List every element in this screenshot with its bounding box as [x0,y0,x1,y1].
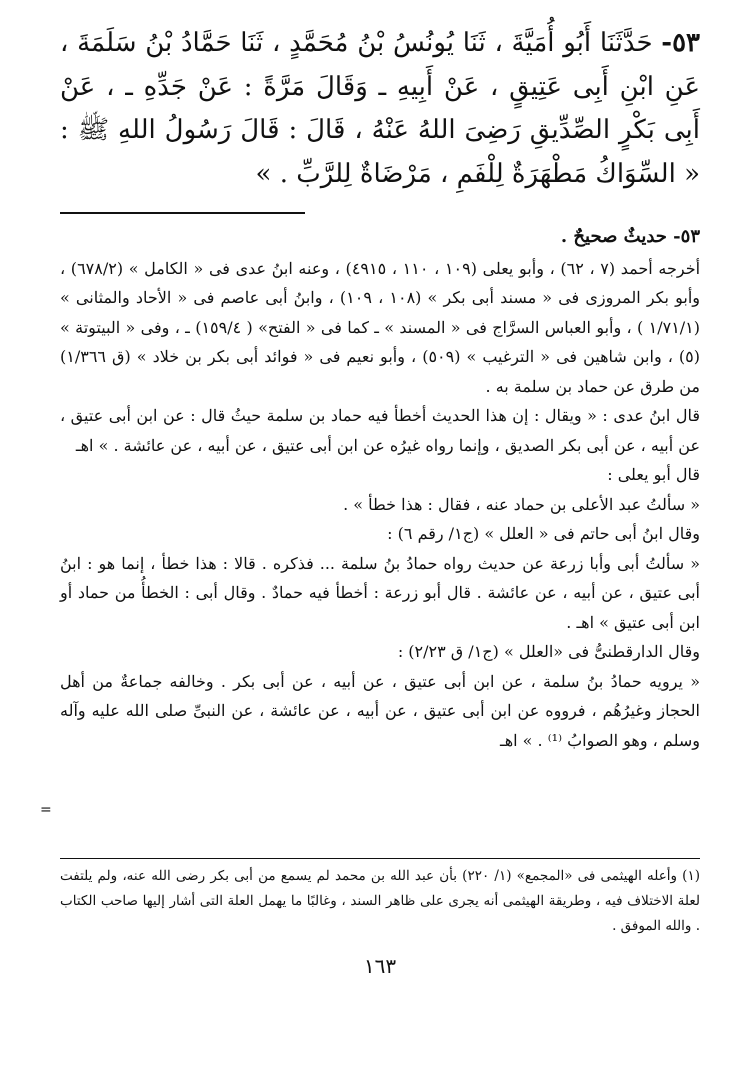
takhrij-paragraph-sources: أخرجه أحمد (٧ ، ٦٢) ، وأبو يعلى (١٠٩ ، ١١٠ ، ٤٩١٥) ، وعنه ابنُ عدى فى « الكامل » (٦٧٨/٢) ، وأبو بكر المروزى فى « مسند أبى بكر » (١٠٨ ، ١٠٩) ، وابنُ أبى عاصم فى « الأحاد والمثانى » (١/٧١/١ ) ، وأبو العباس السرَّاج فى « المسند » ـ كما فى « الفتح» ( ١٥٩/٤) ـ ، وفى « البيتوتة » (٥) ، وابن شاهين فى « الترغيب » (٥٠٩) ، وأبو نعيم فى « فوائد أبى بكر بن خلاد » (ق ١/٣٦٦) من طرق عن حماد بن سلمة به . [60,258,701,396]
page-number: ١٦٣ [363,954,397,978]
footnote [60,864,700,939]
takhrij-section [60,222,700,755]
takhrij-paragraph-ibn-abi-hatim: وقال ابنُ أبى حاتم فى « العلل » (ج١/ رقم ٦) : [387,524,700,543]
margin-mark: = [40,802,52,818]
takhrij-quote-abu-yala: « سألتُ عبد الأعلى بن حماد عنه ، فقال : هذا خطأ » . [343,494,700,514]
takhrij-quote-ibn-abi-hatim: « سألتُ أبى وأبا زرعة عن حديث رواه حمادُ بنُ سلمة ... فذكره . قالا : هذا خطأ ، إنما هو : ابنُ أبى عتيق ، عن أبيه ، عن عائشة . قال أبو زرعة : أخطأ فيه حمادٌ . وقال أبى : الخطأُ من حماد أو ابن أبى عتيق » اهـ . [60,553,701,632]
hadith-number: ٥٣- [661,28,701,58]
footnote-text: (١) وأعله الهيثمى فى «المجمع» (١/ ٢٢٠) بأن عبد الله بن محمد لم يسمع من أبى بكر رضى الله عنه، ولم يلتفت لعلة الاختلاف فيه ، وطريقة الهيثمى أنه يجرى على ظاهر السند ، وغالبًا ما يهمل العلة التى أشار إليها صاحب الكتاب . والله الموفق . [60,868,700,934]
takhrij-quote-daraqutni: « يرويه حمادُ بنُ سلمة ، عن ابن أبى عتيق ، عن أبيه ، عن أبى بكر . وخالفه جماعةٌ من أهل الحجاز وغيرُهُم ، فرووه عن ابن أبى عتيق ، عن أبيه ، عن عائشة ، عن النبىِّ صلى الله عليه وآله وسلم ، وهو الصوابُ ⁽¹⁾ . » اهـ [60,671,701,750]
takhrij-paragraph-ibn-adi: قال ابنُ عدى : « ويقال : إن هذا الحديث أخطأ فيه حماد بن سلمة حيثُ قال : عن ابن أبى عتيق ، عن أبيه ، عن أبى بكر الصديق ، وإنما رواه غيرُه عن ابن أبى عتيق ، عن أبيه ، عن عائشة . » اهـ [60,406,700,455]
takhrij-heading: ٥٣- حديثٌ صحيحٌ . [560,226,700,247]
hadith-text: حَدَّثَنَا أَبُو أُمَيَّةَ ، ثَنَا يُونُسُ بْنُ مُحَمَّدٍ ، ثَنَا حَمَّادُ بْنُ سَلَمَةَ ، عَنِ ابْنِ أَبِى عَتِيقٍ ، عَنْ أَبِيهِ ـ وَقَالَ مَرَّةً : عَنْ جَدِّهِ ـ ، عَنْ أَبِى بَكْرٍ الصِّدِّيقِ رَضِىَ اللهُ عَنْهُ ، قَالَ : قَالَ رَسُولُ اللهِ ﷺ : « السِّوَاكُ مَطْهَرَةٌ لِلْفَمِ ، مَرْضَاةٌ لِلرَّبِّ . » [60,28,700,189]
takhrij-paragraph-daraqutni: وقال الدارقطنىُّ فى «العلل » (ج١/ ق ٢/٢٣) : [397,642,700,661]
footnote-divider [60,858,700,859]
section-divider [60,212,305,214]
document-page [40,22,701,1052]
hadith-text-block [60,22,700,196]
takhrij-paragraph-abu-yala: قال أبو يعلى : [607,465,700,484]
